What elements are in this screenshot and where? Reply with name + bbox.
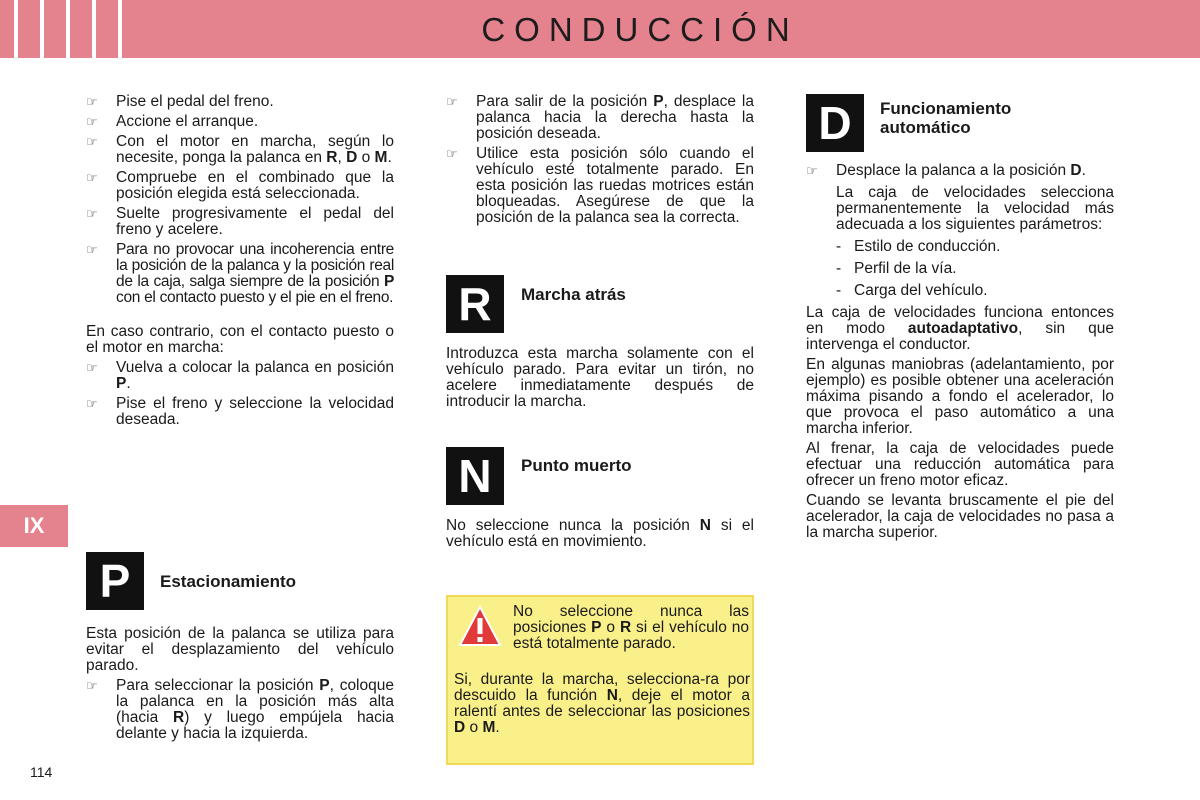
pointing-hand-icon: ☞	[86, 396, 98, 411]
list-item: ☞ Para no provocar una incoherencia entre la posición de la palanca y la posición real de la caja, salga siempre de la posición P con el contacto puesto y el pie en el freno.	[86, 241, 394, 306]
pointing-hand-icon: ☞	[86, 134, 98, 149]
pointing-hand-icon: ☞	[86, 94, 98, 109]
heading-punto-muerto: Punto muerto	[521, 456, 632, 475]
gear-r-icon: R	[446, 275, 504, 333]
paragraph-contrario: En caso contrario, con el contacto puesto o el motor en marcha:	[86, 323, 394, 356]
paragraph-maniobras: En algunas maniobras (adelantamiento, por ejemplo) es posible obtener una aceleración máxima pisando a fondo el acelerador, lo que provoca el paso automático a una marcha inferior.	[806, 356, 1114, 437]
warning-box	[446, 595, 754, 765]
param-item: - Perfil de la vía.	[836, 260, 957, 277]
list-item: ☞ Accione el arranque.	[86, 113, 259, 130]
estacionamiento-text: Esta posición de la palanca se utiliza para evitar el desplazamiento del vehículo parado. ☞ Para seleccionar la posición P, coloque la palanca en la posición más alta (hacia R) y luego empújela hacia delante y hacia la izquierda.	[86, 625, 394, 742]
list-item: ☞ Compruebe en el combinado que la posición elegida está seleccionada.	[86, 169, 394, 202]
paragraph-modo: La caja de velocidades funciona entonces en modo autoadaptativo, sin que intervenga el conductor.	[806, 304, 1114, 353]
gear-n-icon: N	[446, 447, 504, 505]
warning-line2: Si, durante la marcha, selecciona-ra por descuido la función N, deje el motor a ralentí antes de seleccionar las posiciones D o M.	[454, 671, 750, 736]
param-item: - Carga del vehículo.	[836, 282, 988, 299]
chapter-tab: IX	[0, 505, 68, 547]
heading-marcha-atras: Marcha atrás	[521, 285, 626, 304]
paragraph-levanta: Cuando se levanta bruscamente el pie del acelerador, la caja de velocidades no pasa a la marcha superior.	[806, 492, 1114, 541]
heading-estacionamiento: Estacionamiento	[160, 572, 297, 591]
list-item: ☞ Con el motor en marcha, según lo necesite, ponga la palanca en R, D o M.	[86, 133, 394, 166]
warning-line1: No seleccione nunca las posiciones P o R si el vehículo no está totalmente parado.	[513, 603, 749, 652]
pointing-hand-icon: ☞	[446, 94, 458, 109]
page-title: CONDUCCIÓN	[481, 11, 799, 48]
paragraph-caja: La caja de velocidades selecciona permanentemente la velocidad más adecuada a los siguientes parámetros:	[836, 184, 1114, 233]
pointing-hand-icon: ☞	[86, 678, 98, 693]
heading-funcionamiento-automatico: Funcionamiento automático	[880, 99, 1012, 137]
pointing-hand-icon: ☞	[86, 114, 98, 129]
list-item: ☞ Pise el freno y seleccione la velocidad deseada.	[86, 395, 394, 428]
page-number: 114	[30, 764, 53, 780]
pointing-hand-icon: ☞	[86, 206, 98, 221]
pointing-hand-icon: ☞	[86, 170, 98, 185]
header-stripes	[14, 0, 144, 58]
warning-triangle-icon	[458, 605, 502, 647]
gear-d-icon: D	[806, 94, 864, 152]
column-3-text	[806, 163, 1114, 545]
column-1-text	[86, 94, 394, 432]
list-item: ☞ Para seleccionar la posición P, coloque la palanca en la posición más alta (hacia R) y luego empújela hacia delante y hacia la izquierda.	[86, 677, 394, 742]
param-item: - Estilo de conducción.	[836, 238, 1001, 255]
list-item: ☞ Utilice esta posición sólo cuando el vehículo esté totalmente parado. En esta posición las ruedas motrices están bloqueadas. Asegúrese de que la posición de la palanca sea la correcta.	[446, 145, 754, 226]
list-item: ☞ Suelte progresivamente el pedal del freno y acelere.	[86, 205, 394, 238]
page-header	[0, 0, 1200, 58]
marcha-atras-text: Introduzca esta marcha solamente con el vehículo parado. Para evitar un tirón, no acelere inmediatamente después de introducir la marcha.	[446, 345, 754, 410]
list-item: ☞ Para salir de la posición P, desplace la palanca hacia la derecha hasta la posición deseada.	[446, 93, 754, 142]
pointing-hand-icon: ☞	[86, 242, 98, 257]
column-2-text	[446, 94, 754, 230]
list-item: ☞ Pise el pedal del freno.	[86, 93, 274, 110]
paragraph-frenar: Al frenar, la caja de velocidades puede efectuar una reducción automática para ofrecer un freno motor eficaz.	[806, 440, 1114, 489]
pointing-hand-icon: ☞	[806, 163, 818, 178]
pointing-hand-icon: ☞	[86, 360, 98, 375]
list-item: ☞ Desplace la palanca a la posición D.	[806, 162, 1086, 179]
list-item: ☞ Vuelva a colocar la palanca en posición P.	[86, 359, 394, 392]
pointing-hand-icon: ☞	[446, 146, 458, 161]
punto-muerto-text: No seleccione nunca la posición N si el vehículo está en movimiento.	[446, 517, 754, 550]
gear-p-icon: P	[86, 552, 144, 610]
